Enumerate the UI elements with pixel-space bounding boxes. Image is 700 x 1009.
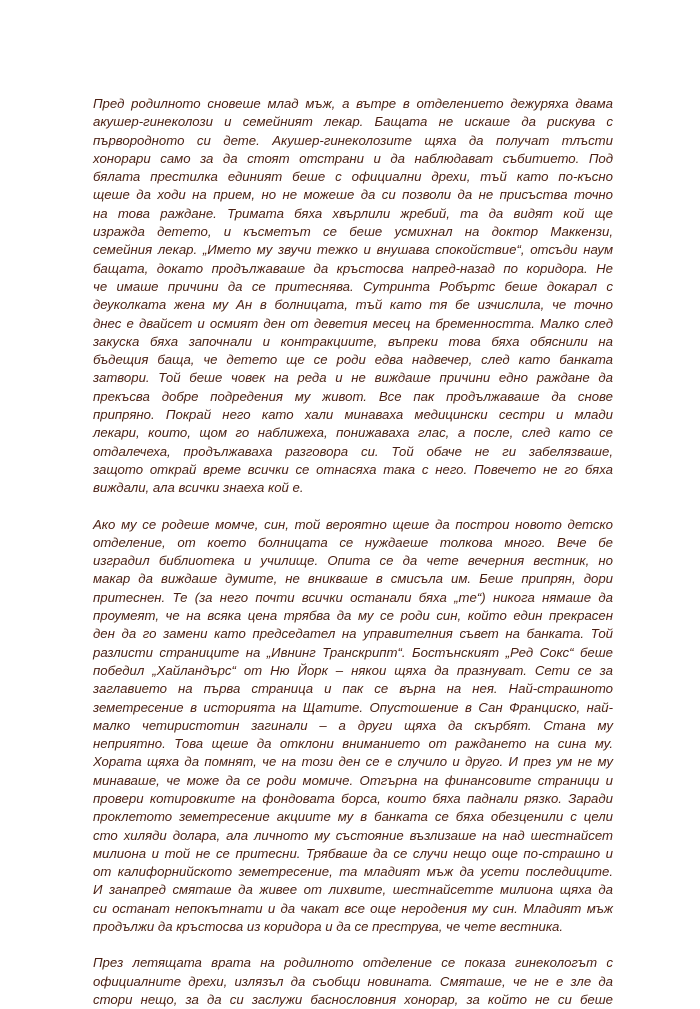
text-line: проклетото земетресение акциите му в банката се бяха обезценили с цели — [93, 809, 613, 825]
text-line: официалните дрехи, излязъл да съобщи новината. Смяташе, че не е зле да — [93, 973, 613, 989]
text-line: прекъсва добре подредения му живот. Все пак продължаваше да снове — [93, 388, 613, 404]
text-line: припряно. Покрай него като хали минаваха медицински сестри и млади — [93, 407, 613, 423]
text-line: че имаше причини да се притеснява. Сутринта Робъртс беше докарал с — [93, 278, 613, 294]
text-line: изражда детето, и късметът се беше усмихнал на доктор Маккензи, — [93, 224, 613, 240]
text-line: акушер-гинеколози и семейният лекар. Бащата не искаше да рискува с — [93, 114, 613, 130]
text-line: Ако му се родеше момче, син, той вероятно щеше да построи новото детско — [93, 516, 613, 532]
text-line: заглавието на първа страница и пак се върна на нея. Най-страшното — [93, 681, 613, 697]
text-line: земетресение в историята на Щатите. Опустошение в Сан Франциско, най- — [93, 699, 613, 715]
text-line: разлисти страниците на „Ивнинг Транскрипт“. Бостънският „Ред Сокс“ беше — [93, 644, 613, 660]
text-line: стори нещо, за да си заслужи баснословния хонорар, за който не си беше — [93, 991, 613, 1007]
text-line: минаваше, че може да се роди момиче. Отгърна на финансовите страници и — [93, 772, 613, 788]
paragraph-3 — [93, 954, 613, 1009]
text-line: лекари, които, щом го наближехa, понижаваха глас, а после, след като се — [93, 425, 613, 441]
text-line: виждали, ала всички знаеха кой е. — [93, 480, 304, 496]
text-line: затвори. Той беше човек на реда и не виждаше причини едно раждане да — [93, 370, 613, 386]
paragraph-2 — [93, 516, 613, 937]
text-line: първородното си дете. Акушер-гинеколозите щяха да получат тлъсти — [93, 132, 613, 148]
text-line: неприятно. Това щеше да отклони вниманието от раждането на сина му. — [93, 736, 613, 752]
text-line: хонорари само за да стоят отстрани и да наблюдават събитието. Под — [93, 150, 613, 166]
text-line: Хората щяха да помнят, че на този ден се е случило и друго. И през ум не му — [93, 754, 613, 770]
text-line: си останат непокътнати и да чакат все още неродения му син. Младият мъж — [93, 900, 613, 916]
text-line: През летящата врата на родилното отделение се показа гинекологът с — [93, 955, 613, 971]
text-line: сто хиляди долара, ала личното му състояние възлизаше на над шестнайсет — [93, 827, 613, 843]
text-line: продължи да кръстосва из коридора и да се преструва, че чете вестника. — [93, 919, 564, 935]
text-line: бащата, докато продължаваше да кръстосва напред-назад по коридора. Не — [93, 260, 613, 276]
text-line: победил „Хайландърс“ от Ню Йорк – някои щяха да празнуват. Сети се за — [93, 662, 613, 678]
text-line: закуска бяха започнали и контракциите, въпреки това бяха обяснили на — [93, 333, 613, 349]
text-line: Пред родилното сновеше млад мъж, а вътре в отделението дежуряха двама — [93, 96, 613, 111]
paragraph-1 — [93, 95, 613, 498]
document-page — [93, 95, 613, 1009]
text-line: макар да виждаше думите, не вникваше в смисъла им. Беше припрян, дори — [93, 571, 613, 587]
text-line: проумеят, че на всяка цена трябва да му се роди син, който един прекрасен — [93, 608, 613, 624]
text-line: милиона и той не се притесни. Трябваше да се случи нещо още по-страшно и — [93, 845, 613, 861]
text-line: изградил библиотека и училище. Опита се да чете вечерния вестник, но — [93, 553, 613, 569]
text-line: бялата престилка единият беше с официални дрехи, тъй като по-късно — [93, 169, 613, 185]
text-line: малко четиристотин загинали – а други щяха да скърбят. Стана му — [93, 717, 613, 733]
text-line: щеше да ходи на прием, но не можеше да си позволи да не присъства точно — [93, 187, 613, 203]
text-line: деуколката жена му Ан в болницата, тъй като тя бе изчислила, че точно — [93, 297, 613, 313]
text-line: на това раждане. Тримата бяха хвърлили жребий, та да видят кой ще — [93, 205, 613, 221]
text-line: ден да го замени като председател на управителния съвет на банката. Той — [93, 626, 613, 642]
text-line: отдалечеха, продължаваха разговора си. Той обаче не ги забелязваше, — [93, 443, 613, 459]
text-line: защото открай време всички се отнасяха така с него. Повечето не го бяха — [93, 461, 613, 477]
text-line: провери котировките на фондовата борса, които бяха паднали рязко. Заради — [93, 790, 613, 806]
text-line: отделение, от което болницата се нуждаеше толкова много. Вече бе — [93, 534, 613, 550]
text-line: от калифорнийското земетресение, та младият мъж да усети последиците. — [93, 864, 613, 880]
text-line: бъдещия баща, че детето ще се роди едва надвечер, след като банката — [93, 352, 613, 368]
text-line: семейния лекар. „Името му звучи тежко и внушава спокойствие“, отсъди наум — [93, 242, 613, 258]
text-line: притеснен. Те (за него почти всички останали бяха „те“) никога нямаше да — [93, 589, 613, 605]
text-line: днес е двайсет и осмият ден от деветия месец на бременността. Малко след — [93, 315, 613, 331]
text-line: И занапред смяташе да живее от лихвите, шестнайсетте милиона щяха да — [93, 882, 613, 898]
